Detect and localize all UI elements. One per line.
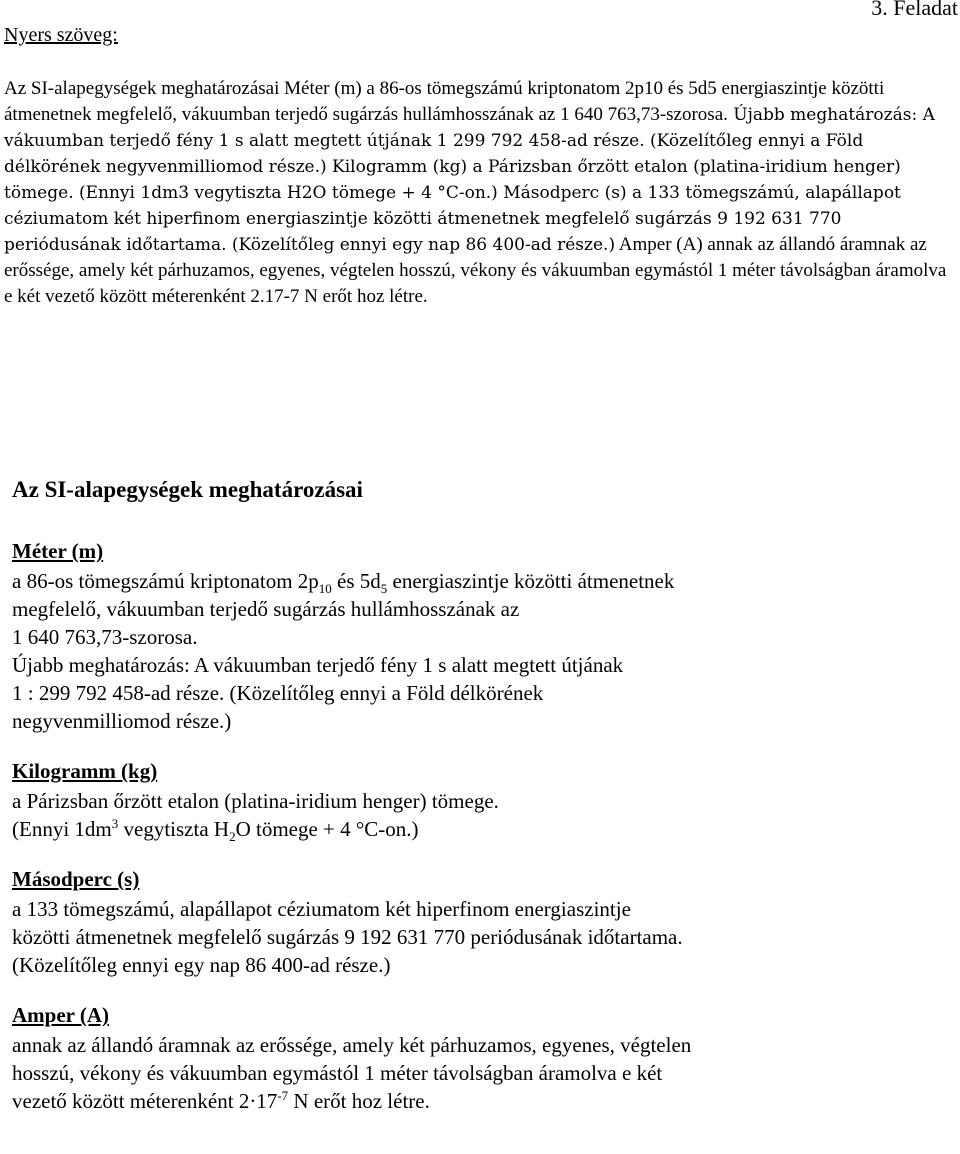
section-kilogram <box>12 757 952 843</box>
kilogram-line-1: a Párizsban őrzött etalon (platina-iridium henger) tömege. <box>12 789 499 813</box>
raw-text-paragraph <box>4 76 954 310</box>
section-ampere <box>12 1001 952 1115</box>
ampere-line-1: annak az állandó áramnak az erőssége, amely két párhuzamos, egyenes, végtelen <box>12 1033 692 1057</box>
scanned-document <box>12 476 952 1137</box>
meter-line-5: 1 : 299 792 458-ad része. (Közelítőleg ennyi a Föld délkörének <box>12 681 544 705</box>
meter-line-6: negyvenmilliomod része.) <box>12 709 232 733</box>
second-line-2: közötti átmenetnek megfelelő sugárzás 9 192 631 770 periódusának időtartama. <box>12 925 683 949</box>
section-heading-meter: Méter (m) <box>12 539 104 563</box>
ampere-line-3: vezető között méterenként $2\cdot 17^{-7}$ N erőt hoz létre. <box>12 1088 430 1113</box>
meter-line-2: megfelelő, vákuumban terjedő sugárzás hullámhosszának az <box>12 597 520 621</box>
meter-line-3: 1 640 763,73-szorosa. <box>12 625 198 649</box>
raw-text-part-2: Újabb meghatározás: A vákuumban terjedő fény 1 s alatt megtett útjának 1 299 792 458-ad része. (Közelítőleg ennyi a Föld délkörének negyvenmilliomod része.) Kilogramm (kg) a Párizsban őrzött etalon (platina-iridium henger) tömege. (Ennyi 1dm3 vegytiszta H2O tömege + 4 °C-on.) <box>4 105 935 203</box>
meter-line-4: Újabb meghatározás: A vákuumban terjedő fény 1 s alatt megtett útjának <box>12 653 624 677</box>
task-label: 3. Feladat <box>871 0 958 20</box>
raw-text-part-4: Amper (A) annak az állandó áramnak az erőssége, amely két párhuzamos, egyenes, végtelen hosszú, vékony és vákuumban egymástól 1 méter távolságban áramolva e két vezető között méterenként 2.17-7 N erőt hoz létre. <box>4 234 947 307</box>
raw-text-part-1: Az SI-alapegységek meghatározásai Méter (m) a 86-os tömegszámú kriptonatom 2p10 és 5d5 energiaszintje közötti átmenetnek megfelelő, vákuumban terjedő sugárzás hullámhosszának az 1 640 763,73-szorosa. <box>4 78 885 125</box>
second-line-1: a 133 tömegszámú, alapállapot céziumatom két hiperfinom energiaszintje <box>12 897 631 921</box>
ampere-line-2: hosszú, vékony és vákuumban egymástól 1 méter távolságban áramolva e két <box>12 1061 663 1085</box>
section-heading-ampere: Amper (A) <box>12 1003 110 1027</box>
raw-text-label: Nyers szöveg: <box>4 24 118 46</box>
section-second <box>12 865 952 979</box>
second-line-3: (Közelítőleg ennyi egy nap 86 400-ad része.) <box>12 953 391 977</box>
kilogram-line-2: (Ennyi $1dm^3$ vegytiszta $H_2O$ tömege + 4 °C-on.) <box>12 816 419 845</box>
document-title: Az SI-alapegységek meghatározásai <box>12 477 363 502</box>
raw-text-part-3: Másodperc (s) a 133 tömegszámú, alapállapot céziumatom két hiperfinom energiaszintje közötti átmenetnek megfelelő sugárzás 9 192 631 770 periódusának időtartama. (Közelítőleg ennyi egy nap 86 400-ad része.) <box>4 183 901 255</box>
section-heading-kilogram: Kilogramm (kg) <box>12 759 158 783</box>
section-heading-second: Másodperc (s) <box>12 867 140 891</box>
section-meter <box>12 537 952 735</box>
meter-line-1: a 86-os tömegszámú kriptonatom $2p_{10}$ és $5d_5$ energiaszintje közötti átmenetnek <box>12 569 675 597</box>
